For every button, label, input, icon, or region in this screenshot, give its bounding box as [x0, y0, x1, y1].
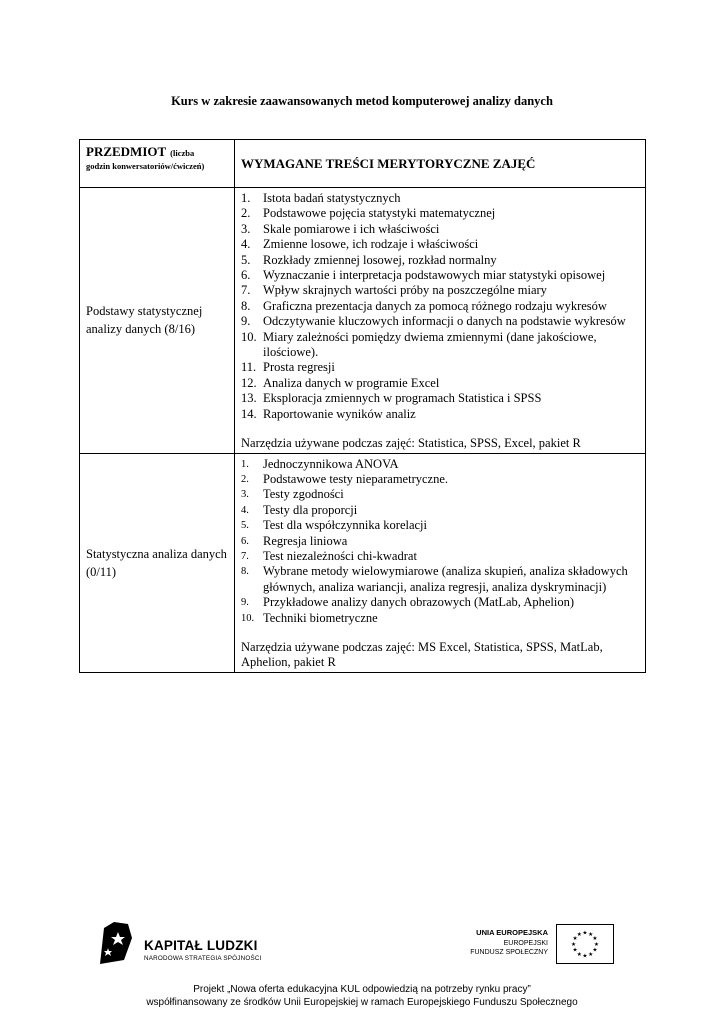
topic-list — [241, 191, 641, 422]
svg-text:★: ★ — [582, 930, 588, 937]
svg-text:★: ★ — [576, 951, 582, 958]
item-number: 3. — [241, 221, 251, 236]
content-header-cell — [235, 140, 646, 188]
item-number: 6. — [241, 268, 251, 283]
list-item — [241, 407, 641, 422]
list-item — [241, 330, 641, 361]
list-item — [241, 503, 641, 518]
item-number: 1. — [241, 458, 249, 470]
project-line-2: współfinansowany ze środków Unii Europejskiej w ramach Europejskiego Funduszu Społecznego — [146, 997, 578, 1008]
item-text: Testy zgodności — [263, 487, 344, 502]
item-number: 3. — [241, 489, 249, 501]
subject-cell — [80, 188, 235, 454]
item-number: 7. — [241, 283, 251, 298]
item-text: Graficzna prezentacja danych za pomocą różnego rodzaju wykresów — [263, 298, 607, 313]
list-item — [241, 611, 641, 626]
kapital-ludzki-emblem-icon — [98, 920, 134, 966]
topic-list — [241, 457, 641, 626]
tools-note: Narzędzia używane podczas zajęć: MS Excel, Statistica, SPSS, MatLab, Aphelion, pakiet R — [241, 639, 603, 670]
item-text: Zmienne losowe, ich rodzaje i właściwości — [263, 237, 479, 252]
subject-header-note-b: godzin konwersatoriów/ćwiczeń) — [86, 161, 205, 171]
item-text: Przykładowe analizy danych obrazowych (MatLab, Aphelion) — [263, 595, 575, 610]
eu-flag-icon — [556, 924, 614, 964]
svg-text:★: ★ — [588, 951, 594, 958]
svg-text:★: ★ — [592, 947, 598, 954]
item-number: 8. — [241, 298, 251, 313]
table-row — [80, 188, 646, 454]
item-text: Istota badań statystycznych — [263, 191, 401, 205]
item-number: 10. — [241, 329, 257, 344]
content-cell — [235, 453, 646, 672]
subject-cell — [80, 453, 235, 672]
item-text: Techniki biometryczne — [263, 610, 378, 625]
item-text: Regresja liniowa — [263, 533, 348, 548]
item-number: 4. — [241, 504, 249, 516]
item-number: 6. — [241, 535, 249, 547]
eu-title: UNIA EUROPEJSKA — [476, 928, 548, 937]
item-text: Wyznaczanie i interpretacja podstawowych miar statystyki opisowej — [263, 268, 606, 283]
item-number: 14. — [241, 406, 257, 421]
list-item — [241, 253, 641, 268]
list-item — [241, 534, 641, 549]
eu-fund-line-2: FUNDUSZ SPOŁECZNY — [470, 949, 548, 956]
list-item — [241, 564, 641, 595]
subject-name: Podstawy statystycznej analizy danych (8/16) — [86, 304, 203, 337]
item-text: Test niezależności chi-kwadrat — [263, 548, 417, 563]
item-number: 13. — [241, 391, 257, 406]
subject-header-note-a: (liczba — [170, 148, 195, 158]
item-number: 9. — [241, 314, 251, 329]
item-text: Raportowanie wyników analiz — [263, 406, 416, 421]
content-cell — [235, 188, 646, 454]
item-text: Test dla współczynnika korelacji — [263, 518, 428, 533]
svg-text:★: ★ — [593, 941, 599, 948]
list-item — [241, 222, 641, 237]
item-text: Testy dla proporcji — [263, 502, 358, 517]
list-item — [241, 391, 641, 406]
list-item — [241, 268, 641, 283]
content-header-label: WYMAGANE TREŚCI MERYTORYCZNE ZAJĘĆ — [241, 155, 536, 171]
subject-header-label: PRZEDMIOT — [86, 144, 167, 159]
list-item — [241, 457, 641, 472]
table-header-row — [80, 140, 646, 188]
tools-note: Narzędzia używane podczas zajęć: Statistica, SPSS, Excel, pakiet R — [241, 436, 581, 451]
item-text: Wybrane metody wielowymiarowe (analiza skupień, analiza składowych głównych, analiza wariancji, analiza regresji, analiza dyskryminacji) — [263, 564, 628, 594]
list-item — [241, 299, 641, 314]
item-number: 10. — [241, 612, 255, 624]
item-number: 2. — [241, 473, 249, 485]
item-number: 5. — [241, 252, 251, 267]
list-item — [241, 191, 641, 206]
kapital-ludzki-subtitle: NARODOWA STRATEGIA SPÓJNOŚCI — [144, 955, 262, 962]
project-note — [0, 983, 724, 1009]
subject-header-cell — [80, 140, 235, 188]
kapital-ludzki-logo — [98, 920, 273, 968]
list-item — [241, 472, 641, 487]
eu-fund-line-1: EUROPEJSKI — [503, 940, 548, 947]
item-text: Podstawowe pojęcia statystyki matematycznej — [263, 206, 496, 221]
svg-text:★: ★ — [588, 932, 594, 939]
document-title: Kurs w zakresie zaawansowanych metod komputerowej analizy danych — [171, 94, 553, 108]
item-number: 11. — [241, 360, 257, 375]
list-item — [241, 206, 641, 221]
item-text: Analiza danych w programie Excel — [263, 375, 440, 390]
item-text: Prosta regresji — [263, 360, 335, 375]
svg-text:★: ★ — [592, 936, 598, 943]
list-item — [241, 549, 641, 564]
item-number: 9. — [241, 597, 249, 609]
item-text: Miary zależności pomiędzy dwiema zmiennymi (dane jakościowe, ilościowe). — [263, 329, 597, 360]
item-text: Skale pomiarowe i ich właściwości — [263, 221, 440, 236]
curriculum-table — [79, 139, 646, 673]
project-line-1: Projekt „Nowa oferta edukacyjna KUL odpowiedzią na potrzeby rynku pracy” — [193, 984, 531, 995]
item-text: Eksploracja zmiennych w programach Statistica i SPSS — [263, 391, 542, 406]
item-text: Wpływ skrajnych wartości próby na poszczególne miary — [263, 283, 547, 298]
item-number: 8. — [241, 566, 249, 578]
table-row — [80, 453, 646, 672]
subject-name: Statystyczna analiza danych (0/11) — [86, 546, 227, 579]
item-text: Podstawowe testy nieparametryczne. — [263, 471, 449, 486]
item-number: 1. — [241, 191, 251, 205]
list-item — [241, 518, 641, 533]
list-item — [241, 360, 641, 375]
list-item — [241, 376, 641, 391]
list-item — [241, 595, 641, 610]
item-number: 4. — [241, 237, 251, 252]
item-text: Odczytywanie kluczowych informacji o danych na podstawie wykresów — [263, 314, 626, 329]
footer-logos — [0, 918, 724, 978]
kapital-ludzki-name: KAPITAŁ LUDZKI — [144, 938, 258, 953]
svg-text:★: ★ — [572, 936, 578, 943]
svg-text:★: ★ — [572, 947, 578, 954]
item-number: 5. — [241, 520, 249, 532]
svg-text:★: ★ — [571, 941, 577, 948]
item-text: Rozkłady zmiennej losowej, rozkład normalny — [263, 252, 497, 267]
list-item — [241, 283, 641, 298]
list-item — [241, 237, 641, 252]
item-number: 2. — [241, 206, 251, 221]
item-number: 12. — [241, 375, 257, 390]
svg-text:★: ★ — [576, 932, 582, 939]
list-item — [241, 314, 641, 329]
svg-text:★: ★ — [582, 953, 588, 960]
list-item — [241, 487, 641, 502]
eu-label — [448, 928, 548, 957]
item-number: 7. — [241, 550, 249, 562]
item-text: Jednoczynnikowa ANOVA — [263, 456, 399, 471]
